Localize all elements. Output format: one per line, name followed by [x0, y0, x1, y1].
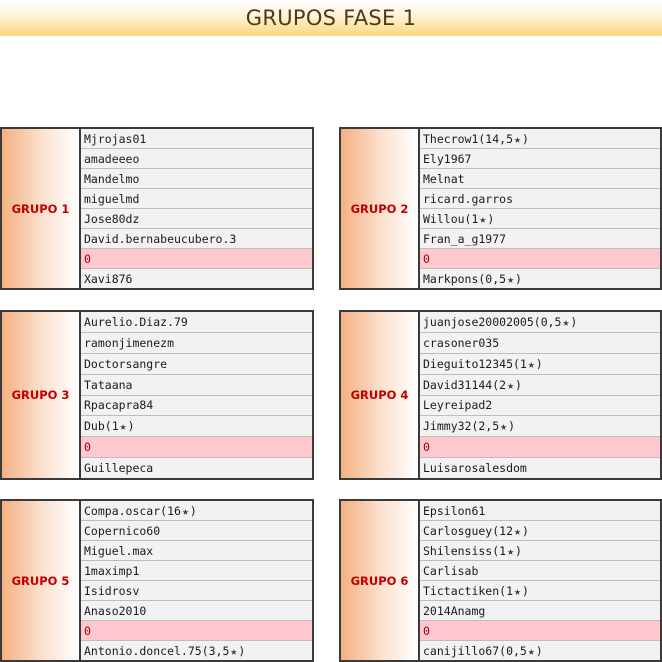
player-row	[81, 458, 312, 478]
player-name: 0	[84, 623, 91, 638]
player-row	[420, 416, 660, 437]
player-score-suffix: )	[521, 523, 529, 538]
player-score-suffix: )	[570, 314, 578, 329]
player-row	[81, 641, 312, 660]
star-icon: ★	[507, 271, 515, 286]
player-row	[81, 375, 312, 396]
player-name: 0	[84, 440, 91, 455]
player-name: ricard.garros	[423, 191, 514, 206]
player-name: 2014Anamg	[423, 603, 486, 618]
player-name: Dieguito12345(1	[423, 356, 527, 371]
group-table-5	[0, 499, 314, 662]
player-score-suffix: )	[535, 643, 543, 658]
player-name: Mandelmo	[84, 171, 140, 186]
player-score-suffix: )	[535, 356, 543, 371]
group-label: GRUPO 1	[2, 129, 81, 288]
star-icon: ★	[181, 503, 189, 518]
player-row	[420, 354, 660, 375]
title-bar	[0, 0, 662, 36]
player-row	[81, 581, 312, 601]
player-name: Leyreipad2	[423, 398, 493, 413]
player-name: Luisarosalesdom	[423, 461, 527, 476]
player-name: Mjrojas01	[84, 131, 147, 146]
player-row	[81, 541, 312, 561]
player-name: Shilensiss(1	[423, 543, 507, 558]
group-label: GRUPO 4	[341, 312, 420, 478]
group-table-2	[339, 127, 662, 290]
player-row	[420, 229, 660, 249]
player-name: Tataana	[84, 377, 133, 392]
group-table-1	[0, 127, 314, 290]
player-score-suffix: )	[127, 419, 135, 434]
empty-slot-row	[420, 437, 660, 458]
player-row	[81, 521, 312, 541]
player-row	[420, 541, 660, 561]
player-row	[420, 375, 660, 396]
player-name: Rpacapra84	[84, 398, 154, 413]
player-row	[81, 416, 312, 437]
player-row	[420, 396, 660, 417]
star-icon: ★	[230, 643, 238, 658]
player-list	[420, 129, 660, 288]
player-score-suffix: )	[521, 583, 529, 598]
player-row	[420, 189, 660, 209]
player-name: Markpons(0,5	[423, 271, 507, 286]
player-name: Fran_a_g1977	[423, 231, 507, 246]
player-name: Ely1967	[423, 151, 472, 166]
player-row	[420, 269, 660, 288]
player-row	[81, 169, 312, 189]
player-row	[420, 601, 660, 621]
group-label: GRUPO 5	[2, 501, 81, 660]
player-row	[81, 269, 312, 288]
player-row	[420, 521, 660, 541]
page-title: GRUPOS FASE 1	[245, 6, 417, 30]
star-icon: ★	[500, 419, 508, 434]
player-list	[420, 501, 660, 660]
player-score-suffix: )	[508, 419, 516, 434]
player-row	[420, 333, 660, 354]
player-name: Tictactiken(1	[423, 583, 514, 598]
player-row	[81, 312, 312, 333]
player-row	[81, 501, 312, 521]
player-name: Compa.oscar(16	[84, 503, 181, 518]
player-name: Xavi876	[84, 271, 133, 286]
group-label: GRUPO 2	[341, 129, 420, 288]
player-name: Willou(1	[423, 211, 479, 226]
star-icon: ★	[527, 643, 535, 658]
star-icon: ★	[479, 211, 487, 226]
player-row	[420, 581, 660, 601]
star-icon: ★	[527, 356, 535, 371]
star-icon: ★	[507, 543, 515, 558]
player-score-suffix: )	[515, 377, 522, 392]
player-row	[420, 169, 660, 189]
player-name: ramonjimenezm	[84, 335, 175, 350]
player-name: 0	[423, 623, 430, 638]
star-icon: ★	[514, 523, 521, 538]
player-name: Epsilon61	[423, 503, 486, 518]
player-name: Jose80dz	[84, 211, 140, 226]
player-row	[81, 601, 312, 621]
empty-slot-row	[420, 621, 660, 641]
star-icon: ★	[514, 131, 521, 146]
star-icon: ★	[507, 377, 515, 392]
player-row	[420, 641, 660, 660]
star-icon: ★	[562, 314, 570, 329]
star-icon: ★	[119, 419, 127, 434]
player-row	[81, 396, 312, 417]
player-name: juanjose20002005(0,5	[423, 314, 562, 329]
player-name: Guillepeca	[84, 461, 154, 476]
player-list	[81, 501, 312, 660]
player-name: Jimmy32(2,5	[423, 419, 500, 434]
player-score-suffix: )	[487, 211, 495, 226]
player-row	[420, 561, 660, 581]
star-icon: ★	[514, 583, 521, 598]
player-row	[81, 354, 312, 375]
player-row	[81, 561, 312, 581]
player-name: Dub(1	[84, 419, 119, 434]
player-name: Copernico60	[84, 523, 161, 538]
player-name: David.bernabeucubero.3	[84, 231, 237, 246]
empty-slot-row	[81, 621, 312, 641]
empty-slot-row	[81, 437, 312, 458]
player-name: Antonio.doncel.75(3,5	[84, 643, 230, 658]
player-name: Carlosguey(12	[423, 523, 514, 538]
player-row	[81, 229, 312, 249]
player-row	[420, 312, 660, 333]
player-list	[420, 312, 660, 478]
player-row	[81, 129, 312, 149]
player-name: crasoner035	[423, 335, 500, 350]
player-row	[81, 149, 312, 169]
player-list	[81, 129, 312, 288]
player-name: Carlisab	[423, 563, 479, 578]
player-row	[420, 149, 660, 169]
player-name: Aurelio.Diaz.79	[84, 314, 188, 329]
player-list	[81, 312, 312, 478]
player-row	[81, 189, 312, 209]
player-row	[420, 501, 660, 521]
player-name: Doctorsangre	[84, 356, 168, 371]
player-name: Miguel.max	[84, 543, 154, 558]
player-score-suffix: )	[238, 643, 246, 658]
player-score-suffix: )	[515, 543, 522, 558]
empty-slot-row	[420, 249, 660, 269]
player-row	[81, 209, 312, 229]
player-name: 0	[84, 251, 91, 266]
player-name: 0	[423, 440, 430, 455]
player-name: Isidrosv	[84, 583, 140, 598]
player-name: 0	[423, 251, 430, 266]
player-row	[420, 458, 660, 478]
player-name: canijillo67(0,5	[423, 643, 527, 658]
player-name: 1maximp1	[84, 563, 140, 578]
empty-slot-row	[81, 249, 312, 269]
group-table-6	[339, 499, 662, 662]
player-name: Thecrow1(14,5	[423, 131, 514, 146]
group-label: GRUPO 3	[2, 312, 81, 478]
player-name: Melnat	[423, 171, 465, 186]
group-table-3	[0, 310, 314, 480]
player-name: Anaso2010	[84, 603, 147, 618]
player-name: David31144(2	[423, 377, 507, 392]
group-table-4	[339, 310, 662, 480]
player-score-suffix: )	[189, 503, 197, 518]
player-name: miguelmd	[84, 191, 140, 206]
player-name: amadeeeo	[84, 151, 140, 166]
player-score-suffix: )	[515, 271, 522, 286]
group-label: GRUPO 6	[341, 501, 420, 660]
player-score-suffix: )	[521, 131, 529, 146]
player-row	[81, 333, 312, 354]
player-row	[420, 129, 660, 149]
player-row	[420, 209, 660, 229]
